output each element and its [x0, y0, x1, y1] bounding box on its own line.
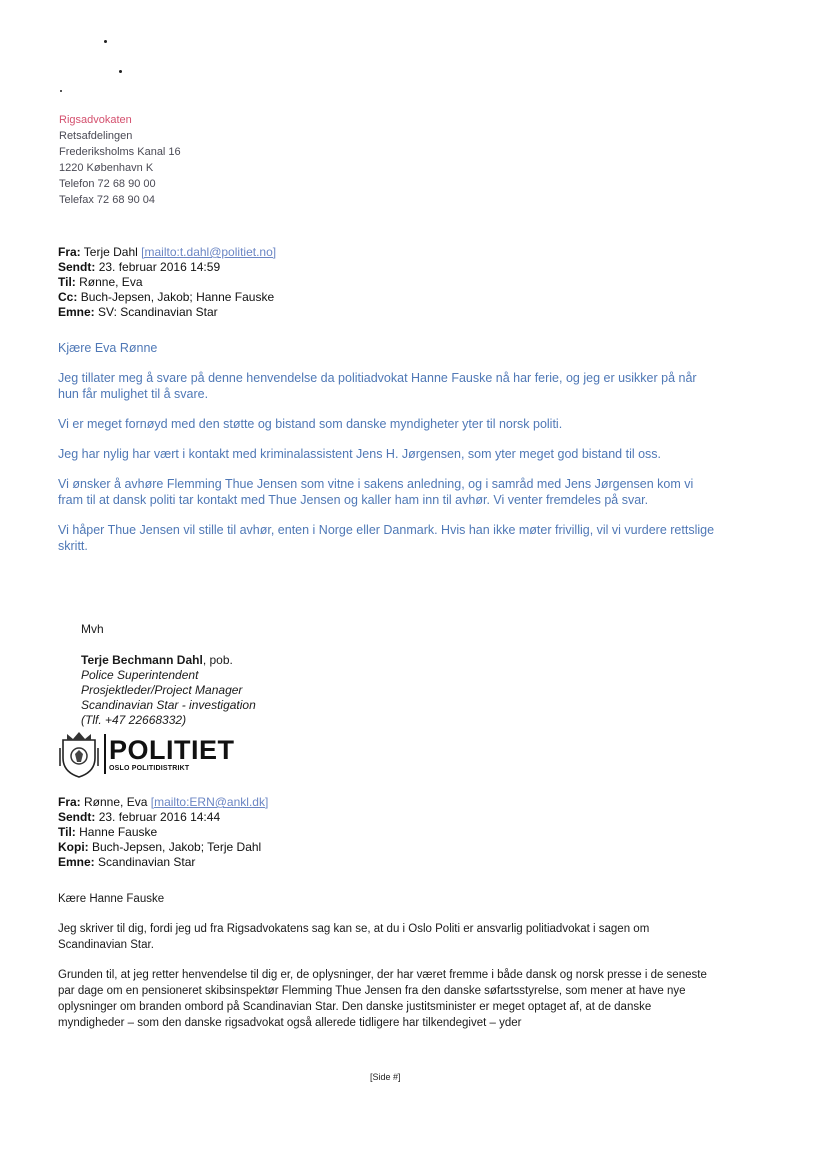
- sender-city: 1220 København K: [59, 162, 154, 174]
- email2-to: Hanne Fauske: [79, 825, 158, 839]
- email1-paragraph: Vi ønsker å avhøre Flemming Thue Jensen som vitne i sakens anledning, og i samråd med Jens Jørgensen kom vi fram til at dansk politi tar kontakt med Thue Jensen og kaller ham inn til avhør. Vi venter fremdeles på svar.: [58, 477, 694, 507]
- page-footer: [Side #]: [370, 1072, 401, 1082]
- email1-from-line: Fra: Terje Dahl [mailto:t.dahl@politiet.no]: [58, 245, 277, 259]
- scan-speck: [119, 70, 122, 73]
- signature-name: Terje Bechmann Dahl: [81, 653, 203, 667]
- email1-to-line: Til: Rønne, Eva: [58, 275, 143, 289]
- email2-sent-date: 23. februar 2016 14:44: [98, 810, 221, 824]
- email1-body: [58, 340, 718, 554]
- email2-from-line: Fra: Rønne, Eva [mailto:ERN@ankl.dk]: [58, 795, 269, 809]
- email1-greeting: Kjære Eva Rønne: [58, 341, 158, 355]
- email2-from-name: Rønne, Eva: [84, 795, 148, 809]
- signature-phone: (Tlf. +47 22668332): [81, 713, 187, 727]
- email2-paragraph: Jeg skriver til dig, fordi jeg ud fra Rigsadvokatens sag kan se, at du i Oslo Politi er ansvarlig politiadvokat i sagen om Scandinavian Star.: [58, 923, 650, 951]
- signature-block: Terje Bechmann Dahl, pob. Police Superintendent Prosjektleder/Project Manager Scandinavian Star - investigation (Tlf. +47 22668332): [81, 653, 256, 727]
- email2-paragraph: Grunden til, at jeg retter henvendelse til dig er, de oplysninger, der har været fremme i både dansk og norsk presse i de seneste par dage om en pensioneret skibsinspektør Flemming Thue Jensen fra den danske søfartsstyrelse, som mener at have nye oplysninger om branden ombord på Scandinavian Star. Den danske justitsminister er meget optaget af, at de danske myndigheder – som den danske rigsadvokat også allerede tidligere har tilkendegivet – yder: [58, 969, 707, 1029]
- signature-title: Scandinavian Star - investigation: [81, 698, 256, 712]
- email1-cc: Buch-Jepsen, Jakob; Hanne Fauske: [80, 290, 275, 304]
- sender-address-block: [59, 112, 181, 208]
- scan-speck: [104, 40, 107, 43]
- email2-header: [58, 795, 268, 870]
- sender-fax: Telefax 72 68 90 04: [59, 194, 156, 206]
- email1-from-name: Terje Dahl: [83, 245, 138, 259]
- signature-title: Police Superintendent: [81, 668, 199, 682]
- email1-sent-date: 23. februar 2016 14:59: [98, 260, 221, 274]
- sender-street: Frederiksholms Kanal 16: [59, 146, 181, 158]
- politiet-logo: [57, 730, 235, 778]
- sender-org: Rigsadvokaten: [59, 114, 132, 126]
- logo-subtitle: OSLO POLITIDISTRIKT: [109, 765, 190, 772]
- scan-speck: [60, 90, 62, 92]
- email1-header: [58, 245, 276, 320]
- email1-subject-line: Emne: SV: Scandinavian Star: [58, 305, 218, 319]
- police-crest-icon: [57, 730, 101, 778]
- logo-wordmark: POLITIET: [109, 735, 235, 765]
- email1-from-mailto-link[interactable]: [mailto:t.dahl@politiet.no]: [141, 245, 277, 259]
- email1-cc-line: Cc: Buch-Jepsen, Jakob; Hanne Fauske: [58, 290, 275, 304]
- sender-phone: Telefon 72 68 90 00: [59, 178, 156, 190]
- email2-greeting: Kære Hanne Fauske: [58, 893, 165, 905]
- signature-closing: Mvh: [81, 622, 104, 636]
- email2-subject-line: Emne: Scandinavian Star: [58, 855, 196, 869]
- email2-cc: Buch-Jepsen, Jakob; Terje Dahl: [92, 840, 262, 854]
- email2-to-line: Til: Hanne Fauske: [58, 825, 158, 839]
- email1-paragraph: Vi er meget fornøyd med den støtte og bistand som danske myndigheter yter til norsk politi.: [58, 417, 563, 431]
- email2-subject: Scandinavian Star: [98, 855, 196, 869]
- email1-to: Rønne, Eva: [79, 275, 143, 289]
- email1-paragraph: Jeg har nylig har vært i kontakt med kriminalassistent Jens H. Jørgensen, som yter meget god bistand til oss.: [58, 447, 662, 461]
- email2-body: [58, 891, 718, 1031]
- email1-sent-line: Sendt: 23. februar 2016 14:59: [58, 260, 221, 274]
- email2-from-mailto-link[interactable]: [mailto:ERN@ankl.dk]: [150, 795, 269, 809]
- signature-title: Prosjektleder/Project Manager: [81, 683, 243, 697]
- sender-dept: Retsafdelingen: [59, 130, 133, 142]
- email1-paragraph: Jeg tillater meg å svare på denne henvendelse da politiadvokat Hanne Fauske nå har ferie, og jeg er usikker på når hun får mulighet til å svare.: [58, 371, 697, 401]
- email1-paragraph: Vi håper Thue Jensen vil stille til avhør, enten i Norge eller Danmark. Hvis han ikke møter frivillig, vil vi vurdere rettslige skritt.: [58, 523, 715, 553]
- email2-cc-line: Kopi: Buch-Jepsen, Jakob; Terje Dahl: [58, 840, 262, 854]
- email1-subject: SV: Scandinavian Star: [98, 305, 218, 319]
- email2-sent-line: Sendt: 23. februar 2016 14:44: [58, 810, 221, 824]
